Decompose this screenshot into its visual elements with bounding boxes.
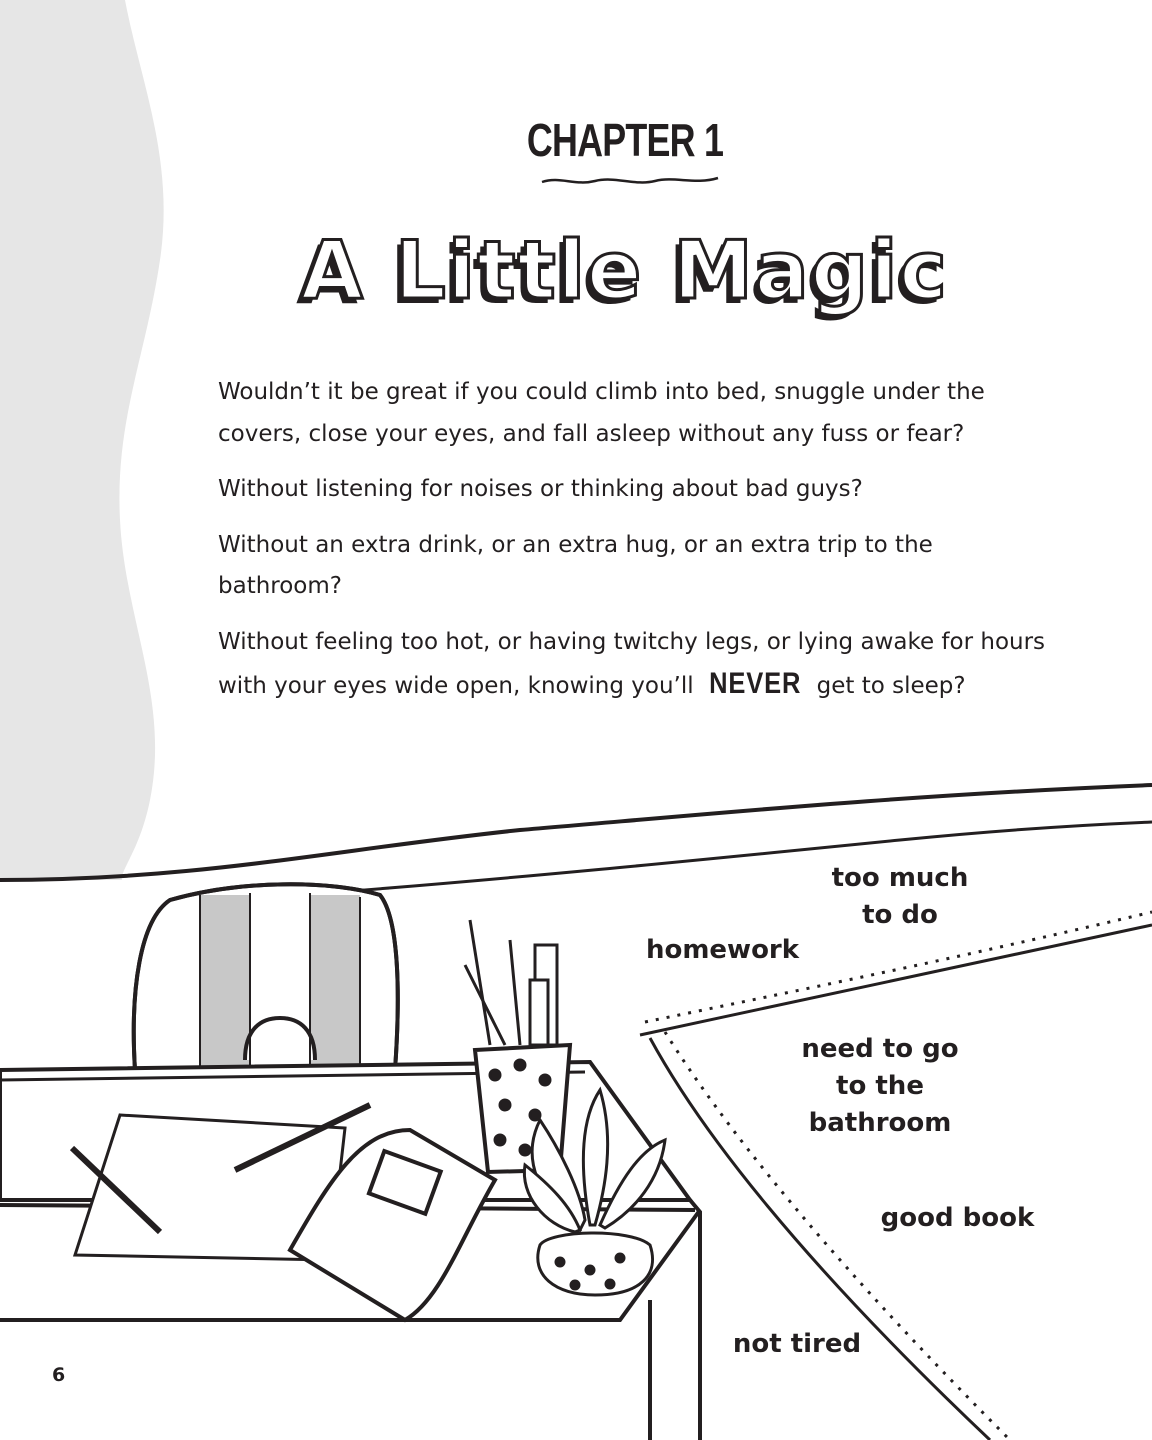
paragraph: Without listening for noises or thinking about bad guys? (218, 476, 863, 502)
label-good-book: good book (880, 1203, 1035, 1233)
chair (134, 884, 398, 1070)
label-line: to the (836, 1071, 924, 1101)
body-text (218, 372, 1048, 722)
paragraph-text: get to sleep? (809, 673, 966, 699)
label-line: need to go (801, 1034, 959, 1064)
paragraph-text: Without feeling too hot, or having twitchy legs, or lying awake for hours with your eyes wide open, knowing you’ll (218, 628, 1046, 699)
label-line: to do (862, 900, 938, 930)
label-homework: homework (645, 935, 800, 965)
emphasis-never: NEVER (709, 667, 802, 700)
paragraph (218, 622, 1048, 708)
label-too-much-to-do (820, 860, 980, 934)
bed-edge (640, 912, 1152, 1440)
chapter-label: CHAPTER 1 (526, 114, 724, 166)
paragraph: Wouldn’t it be great if you could climb into bed, snuggle under the covers, close your eyes, and fall asleep without any fuss or fear? (218, 379, 985, 447)
label-line: bathroom (808, 1108, 952, 1138)
label-bathroom (790, 1031, 970, 1142)
chapter-title: A Little Magic (301, 224, 949, 317)
label-not-tired: not tired (732, 1329, 862, 1359)
squiggle-divider (540, 172, 720, 190)
paragraph: Without an extra drink, or an extra hug, or an extra trip to the bathroom? (218, 531, 933, 599)
label-line: too much (831, 863, 969, 893)
page-number: 6 (52, 1364, 66, 1386)
